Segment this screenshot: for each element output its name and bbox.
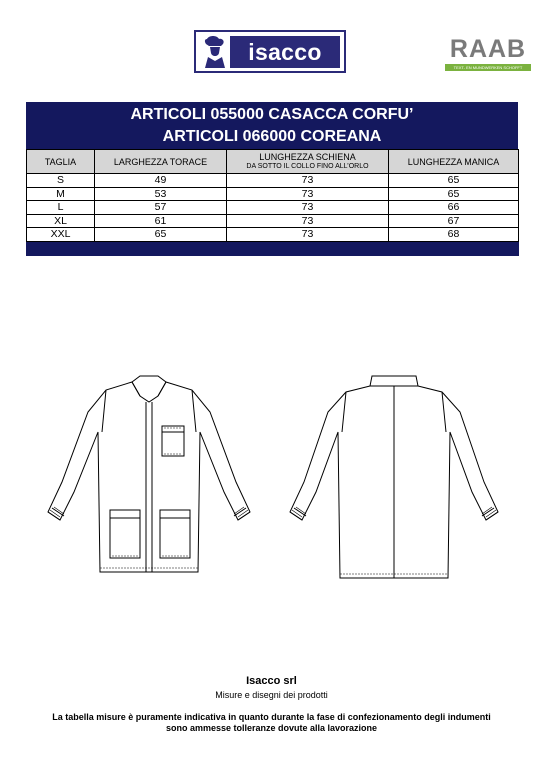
table-title-band <box>26 102 518 149</box>
disclaimer <box>30 712 513 734</box>
header-lunghezza-schiena-sub: DA SOTTO IL COLLO FINO ALL’ORLO <box>246 162 369 170</box>
disclaimer-line2: sono ammesse tolleranze dovute alla lavorazione <box>165 723 378 733</box>
header-lunghezza-schiena <box>227 150 389 174</box>
table-row <box>27 201 519 215</box>
cell-manica: 65 <box>389 187 519 201</box>
table-row <box>27 214 519 228</box>
cell-schiena: 73 <box>227 214 389 228</box>
isacco-logo <box>194 30 346 73</box>
cell-torace: 57 <box>95 201 227 215</box>
cell-torace: 53 <box>95 187 227 201</box>
table-title-line2: ARTICOLI 066000 COREANA <box>162 128 382 145</box>
header-lunghezza-manica: LUNGHEZZA MANICA <box>389 150 519 174</box>
chef-emblem-icon <box>199 35 229 68</box>
cell-size: L <box>27 201 95 215</box>
cell-manica: 66 <box>389 201 519 215</box>
raab-logo <box>445 36 531 74</box>
cell-size: XXL <box>27 228 95 242</box>
garment-drawings <box>40 372 510 582</box>
isacco-wordmark: isacco <box>230 36 340 68</box>
cell-torace: 61 <box>95 214 227 228</box>
cell-torace: 65 <box>95 228 227 242</box>
cell-manica: 68 <box>389 228 519 242</box>
header-larghezza-torace: LARGHEZZA TORACE <box>95 150 227 174</box>
cell-size: XL <box>27 214 95 228</box>
raab-wordmark: RAAB <box>449 35 527 63</box>
cell-schiena: 73 <box>227 201 389 215</box>
cell-size: S <box>27 174 95 188</box>
header-lunghezza-schiena-title: LUNGHEZZA SCHIENA <box>259 151 356 162</box>
table-row <box>27 174 519 188</box>
cell-torace: 49 <box>95 174 227 188</box>
company-name: Isacco srl <box>246 675 297 687</box>
table-title-line1: ARTICOLI 055000 CASACCA CORFU’ <box>130 106 414 123</box>
raab-tagline-strip: TEXT- EN MUNDWERKEN SCHOFFT <box>445 64 531 71</box>
jacket-front-drawing <box>48 376 250 572</box>
size-table <box>26 102 518 256</box>
table-row <box>27 228 519 242</box>
header-taglia: TAGLIA <box>27 150 95 174</box>
disclaimer-line1: La tabella misure è puramente indicativa in quanto durante la fase di confezionamento degli indumenti <box>52 712 491 722</box>
cell-manica: 65 <box>389 174 519 188</box>
cell-size: M <box>27 187 95 201</box>
cell-manica: 67 <box>389 214 519 228</box>
table-row <box>27 187 519 201</box>
cell-schiena: 73 <box>227 228 389 242</box>
cell-schiena: 73 <box>227 174 389 188</box>
jacket-back-drawing <box>290 376 498 578</box>
cell-schiena: 73 <box>227 187 389 201</box>
table-footer-band <box>27 241 519 255</box>
table-header-row <box>27 150 519 174</box>
company-tagline: Misure e disegni dei prodotti <box>215 690 328 700</box>
measurements-table <box>26 149 519 256</box>
